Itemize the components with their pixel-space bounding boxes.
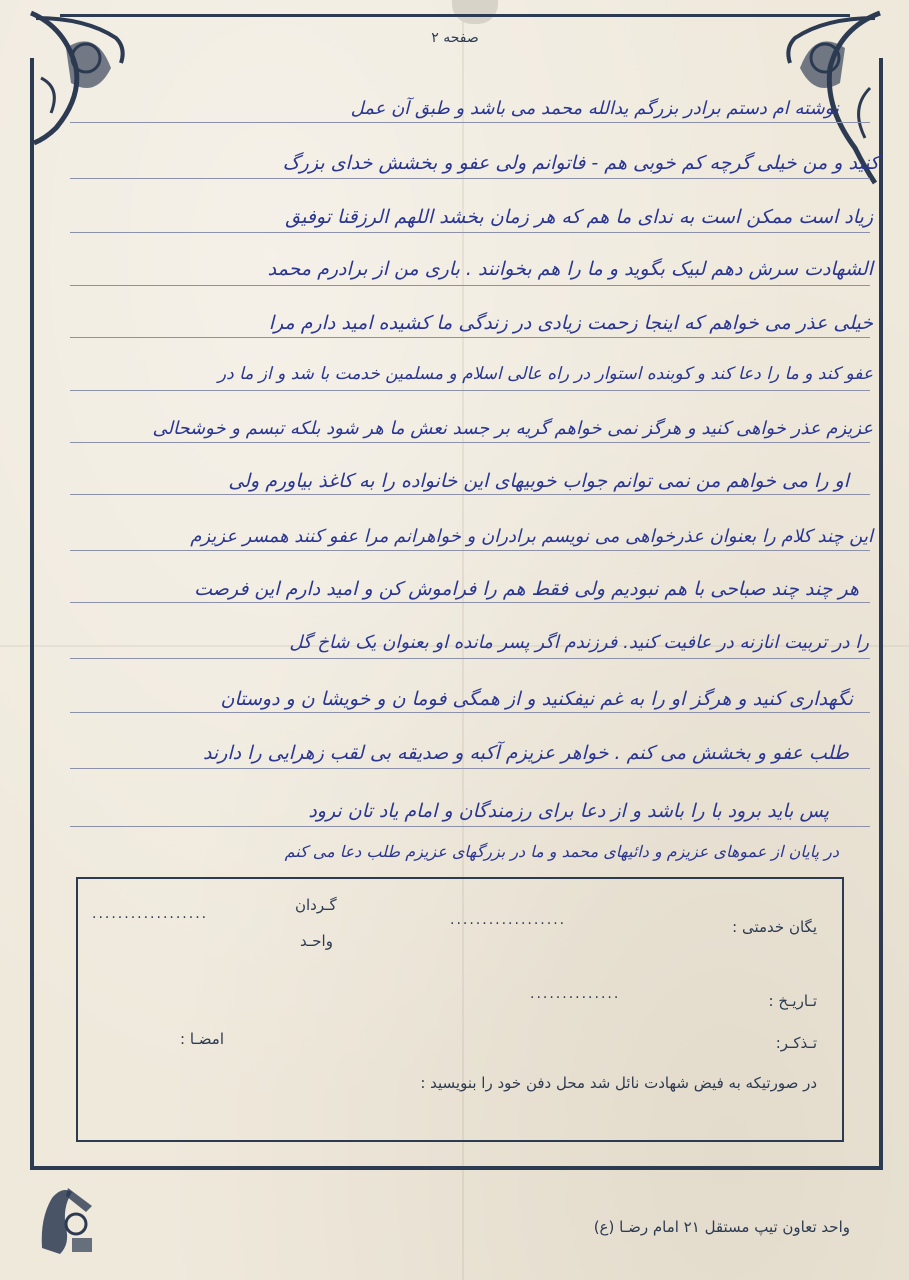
letter-line: پس باید برود با را باشد و از دعا برای رزمندگان و امام یاد تان نرود [308, 800, 829, 822]
letter-line: او را می خواهم من نمی توانم جواب خوبیهای این خانواده را به کاغذ بیاورم ولی [228, 470, 849, 492]
ruled-line [70, 390, 870, 391]
unit-dots: .................. [450, 912, 567, 928]
battalion-label: گـردان [295, 896, 337, 914]
ruled-line [70, 337, 870, 338]
ruled-line [70, 712, 870, 713]
battalion-dots: .................. [92, 906, 209, 922]
ruled-line [70, 232, 870, 233]
letter-line: نگهداری کنید و هرگز او را به غم نیفکنید و از همگی فوما ن و خویشا ن و دوستان [220, 688, 853, 710]
ruled-line [70, 178, 870, 179]
letter-line: نوشته ام دستم برادر بزرگم یدالله محمد می باشد و طبق آن عمل [350, 98, 839, 119]
date-label: تـاریـخ : [768, 992, 817, 1010]
emblem-logo [32, 1178, 104, 1258]
letter-line: عفو کند و ما را دعا کند و کوبنده استوار در راه عالی اسلام و مسلمین خدمت با شد و از ما در [217, 364, 873, 384]
letter-line: خیلی عذر می خواهم که اینجا زحمت زیادی در زندگی ما کشیده امید دارم مرا [268, 312, 873, 334]
ruled-line [70, 122, 870, 123]
letter-line: طلب عفو و بخشش می کنم . خواهر عزیزم آکبه و صدیقه بی لقب زهرایی را دارند [202, 742, 849, 764]
letter-line: را در تربیت انازنه در عافیت کنید. فرزندم اگر پسر مانده او بعنوان یک شاخ گل [289, 632, 869, 653]
unit2-label: واحـد [300, 932, 333, 950]
frame-top-border [60, 14, 850, 17]
ruled-line [70, 442, 870, 443]
ruled-line [70, 768, 870, 769]
ruled-line [70, 494, 870, 495]
ruled-line [70, 826, 870, 827]
unit-label: یگان خدمتی : [732, 918, 817, 936]
page-number: صفحه ۲ [431, 30, 479, 46]
note-label: تـذکـر: [775, 1034, 817, 1052]
ruled-line [70, 658, 870, 659]
letter-line: زیاد است ممکن است به ندای ما هم که هر زمان بخشد اللهم الرزقنا توفیق [285, 206, 873, 228]
letter-line: هر چند چند صباحی با هم نبودیم ولی فقط هم را فراموش کن و امید دارم این فرصت [194, 578, 859, 600]
letter-line: در پایان از عموهای عزیزم و دائیهای محمد و ما در بزرگهای عزیزم طلب دعا می کنم [284, 842, 839, 861]
letter-line: کنید و من خیلی گرچه کم خوبی هم - فاتوانم ولی عفو و بخشش خدای بزرگ [282, 152, 879, 174]
burial-location-line: در صورتیکه به فیض شهادت نائل شد محل دفن خود را بنویسید : [420, 1074, 817, 1092]
letter-line: عزیزم عذر خواهی کنید و هرگز نمی خواهم گریه بر جسد نعش ما هر شود بلکه تبسم و خوشحالی [152, 418, 873, 439]
letter-line: الشهادت سرش دهم لبیک بگوید و ما را هم بخوانند . باری من از برادرم محمد [267, 258, 873, 280]
ruled-line [70, 550, 870, 551]
letter-line: این چند کلام را بعنوان عذرخواهی می نویسم برادران و خواهرانم مرا عفو کنند همسر عزیزم [190, 526, 873, 547]
footer-unit-name: واحد تعاون تیپ مستقل ۲۱ امام رضـا (ع) [593, 1218, 850, 1236]
signature-label: امضـا : [180, 1030, 224, 1048]
date-dots: .............. [530, 986, 621, 1002]
ruled-line [70, 285, 870, 286]
ruled-line [70, 602, 870, 603]
